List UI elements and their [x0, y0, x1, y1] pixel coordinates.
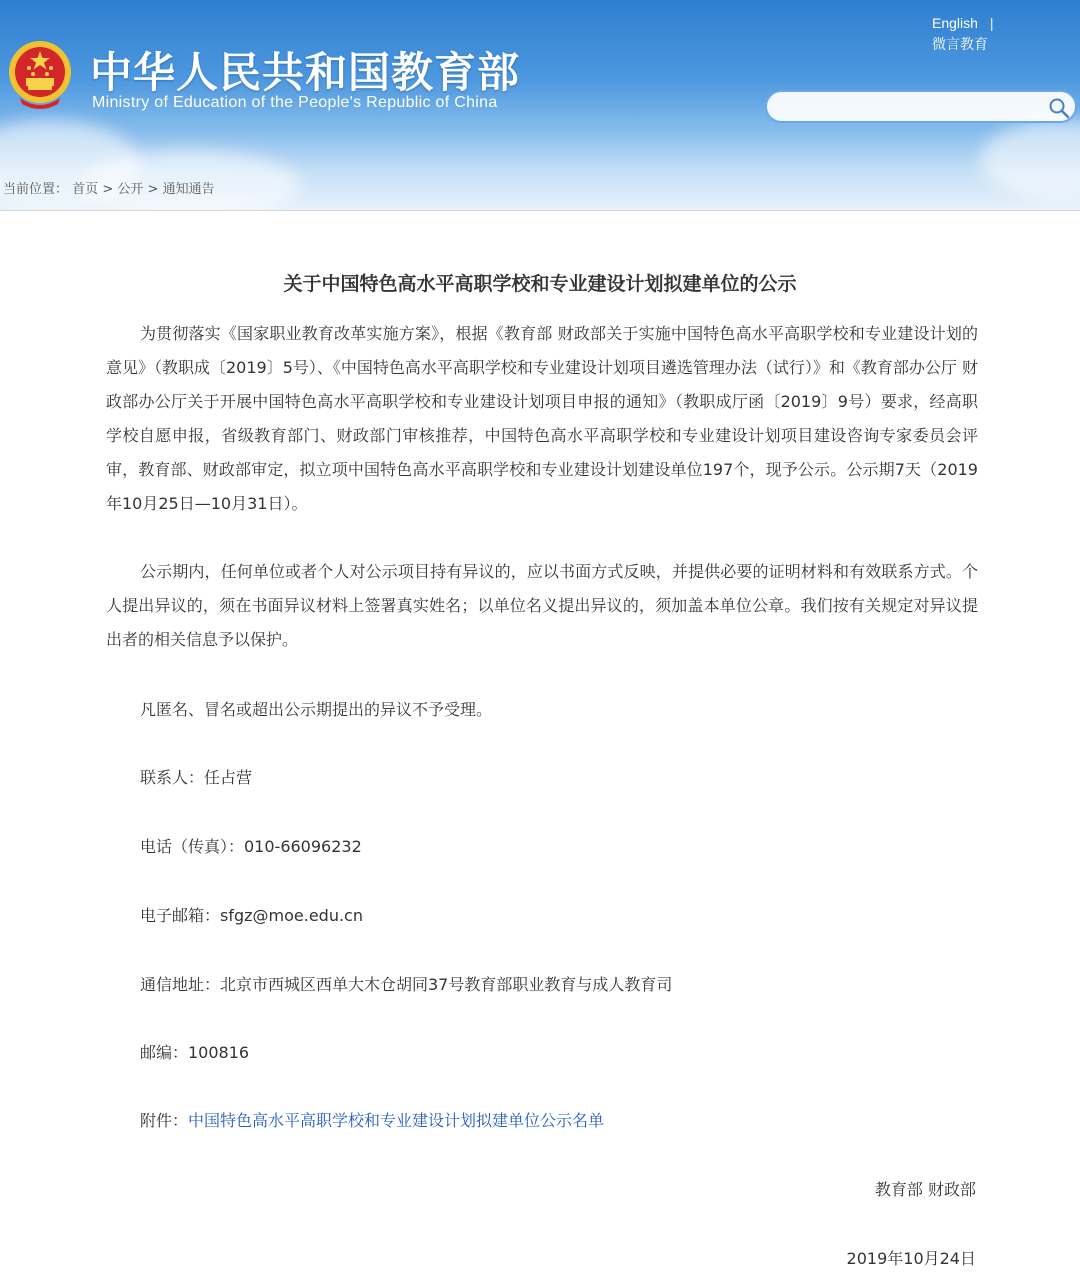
breadcrumb [3, 178, 215, 197]
national-emblem-icon[interactable] [6, 38, 74, 112]
email-address: 电子邮箱：sfgz@moe.edu.cn [140, 906, 363, 925]
breadcrumb-public[interactable]: 公开 [117, 182, 144, 197]
article-paragraph: 为贯彻落实《国家职业教育改革实施方案》，根据《教育部 财政部关于实施中国特色高水平高职学校和专业建设计划的意见》（教职成〔2019〕5号）、《中国特色高水平高职学校和专业建设计划项目遴选管理办法（试行）》和《教育部办公厅 财政部办公厅关于开展中国特色高水平高职学校和专业建设计划项目申报的通知》（教职成厅函〔2019〕9号）要求，经高职学校自愿申报，省级教育部门、财政部门审核推荐，中国特色高水平高职学校和专业建设计划项目建设咨询专家委员会评审，教育部、财政部审定，拟立项中国特色高水平高职学校和专业建设计划建设单位197个，现予公示。公示期7天（2019年10月25日—10月31日）。 [106, 324, 978, 513]
breadcrumb-home[interactable]: 首页 [72, 182, 99, 197]
breadcrumb-separator: > [102, 182, 114, 197]
notice-text: 凡匿名、冒名或超出公示期提出的异议不予受理。 [140, 700, 493, 719]
article-content [0, 210, 1080, 1274]
publish-date: 2019年10月24日 [846, 1249, 976, 1268]
search-box [765, 90, 1077, 123]
postcode: 邮编：100816 [140, 1043, 250, 1062]
signature: 教育部 财政部 [874, 1180, 976, 1199]
attachment-label: 附件： [140, 1111, 189, 1130]
decorative-cloud [980, 120, 1080, 200]
attachment-link[interactable]: 中国特色高水平高职学校和专业建设计划拟建单位公示名单 [188, 1111, 605, 1130]
search-input[interactable] [779, 96, 1044, 118]
site-subtitle: Ministry of Education of the People's Republic of China [92, 94, 498, 111]
english-link[interactable]: English [932, 14, 978, 31]
breadcrumb-notices[interactable]: 通知通告 [162, 182, 215, 197]
contact-person: 联系人：任占营 [140, 768, 253, 787]
top-links [932, 12, 994, 54]
link-separator: | [989, 14, 994, 31]
weiyan-link[interactable]: 微言教育 [932, 35, 988, 52]
attachment [140, 1108, 604, 1131]
phone-number: 电话（传真）：010-66096232 [140, 837, 362, 856]
article-title: 关于中国特色高水平高职学校和专业建设计划拟建单位的公示 [283, 273, 797, 295]
site-title[interactable]: 中华人民共和国教育部 [90, 48, 521, 97]
breadcrumb-prefix: 当前位置： [3, 182, 69, 197]
mailing-address: 通信地址：北京市西城区西单大木仓胡同37号教育部职业教育与成人教育司 [140, 975, 673, 994]
search-icon[interactable] [1047, 96, 1071, 120]
site-header [0, 0, 1080, 210]
article-paragraph: 公示期内，任何单位或者个人对公示项目持有异议的，应以书面方式反映，并提供必要的证明材料和有效联系方式。个人提出异议的，须在书面异议材料上签署真实姓名；以单位名义提出异议的，须加盖本单位公章。我们按有关规定对异议提出者的相关信息予以保护。 [106, 562, 978, 649]
breadcrumb-separator: > [147, 182, 159, 197]
